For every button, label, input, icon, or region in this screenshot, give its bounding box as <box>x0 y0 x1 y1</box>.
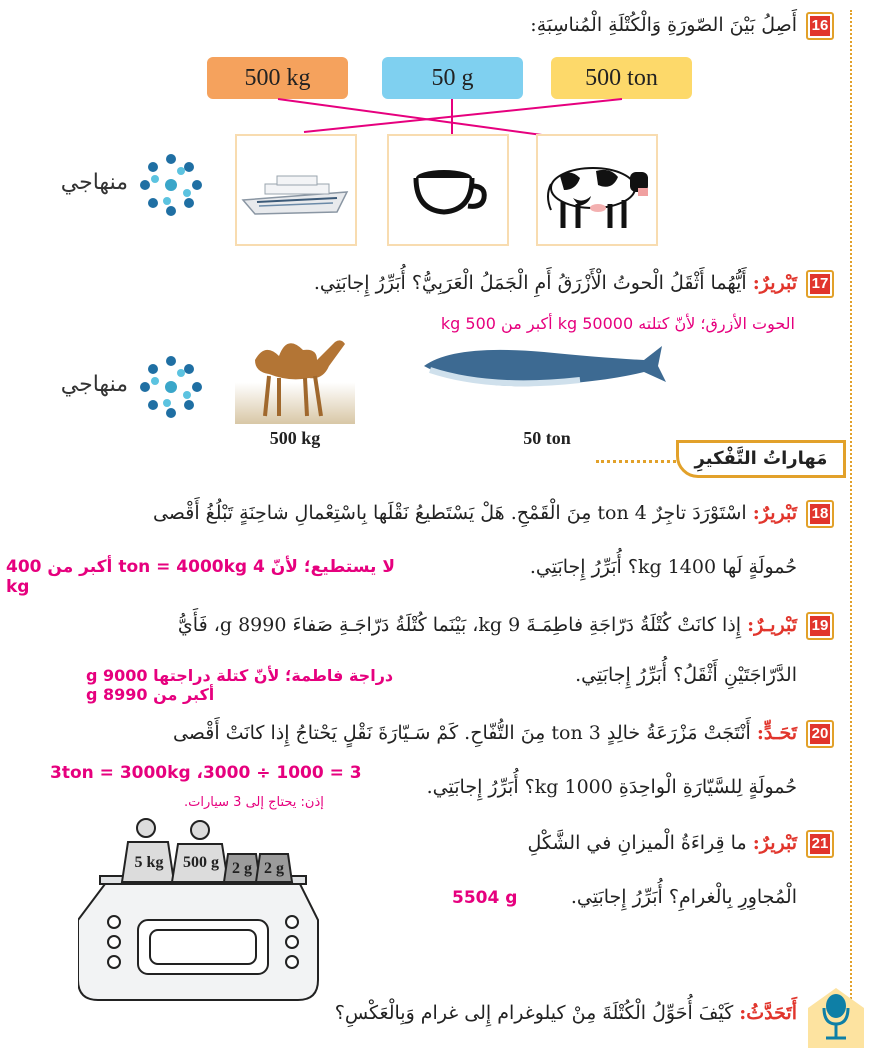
q20-line1-text: أَنْتَجَتْ مَزْرَعَةُ خالِدٍ 3 ton مِنَ التُّفّاحِ. كَمْ سَـيّارَةَ نَقْلٍ يَحْتاجُ إِذا كانَتْ أَقْصى <box>172 722 751 744</box>
microphone-icon <box>808 978 864 1048</box>
q21-line1-text: ما قِراءَةُ الْميزانِ في الشَّكْلِ <box>527 832 747 854</box>
question-number-20: 20 <box>806 720 834 748</box>
q21-line1 <box>437 832 797 854</box>
cow-image-box[interactable] <box>536 134 658 246</box>
weight-2g-b: 2 g <box>264 860 284 877</box>
q19-line2: الدَّرّاجَتَيْنِ أَثْقَلُ؟ أُبَرِّرُ إِجابَتِي. <box>575 664 797 686</box>
question-number-18: 18 <box>806 500 834 528</box>
logo-text: منهاجي <box>60 170 128 195</box>
question-number-19: 19 <box>806 612 834 640</box>
section-dots <box>596 460 676 463</box>
q20-line2: حُمولَةٍ لِلسَّيّارَةِ الْواحِدَةِ 1000 kg؟ أُبَرِّرُ إِجابَتِي. <box>426 776 797 798</box>
q19-answer: دراجة فاطمة؛ لأنّ كتلة دراجتها 9000 g أكبر من 8990 g <box>86 666 394 704</box>
weight-2g-a: 2 g <box>232 860 252 877</box>
q21-lead: تَبْريرٌ: <box>752 832 797 854</box>
mass-option-500-ton[interactable]: 500 ton <box>551 57 692 99</box>
camel-icon <box>235 320 355 424</box>
cup-image-box[interactable] <box>387 134 509 246</box>
whale-icon <box>420 340 670 400</box>
weight-500g: 500 g <box>183 854 219 871</box>
whale-mass-label: 50 ton <box>523 428 571 448</box>
q16-text: أَصِلُ بَيْنَ الصّورَةِ وَالْكُتْلَةِ الْمُناسِبَةِ: <box>530 14 797 36</box>
q20-lead: تَحَـدٍّ: <box>756 722 797 744</box>
q21-line2: الْمُجاوِرِ بِالْغرامِ؟ أُبَرِّرُ إِجابَتِي. <box>570 886 797 908</box>
q19-line1 <box>57 614 797 636</box>
q17-text <box>177 272 797 294</box>
q18-lead: تَبْريرٌ: <box>752 502 797 524</box>
logo-text-2: منهاجي <box>60 372 128 397</box>
q19-lead: تَبْريـرٌ: <box>747 614 797 636</box>
kitchen-scale <box>78 810 328 1010</box>
logo-emblem-icon-2 <box>136 352 206 422</box>
q18-line1 <box>57 502 797 524</box>
q20-line1 <box>57 722 797 744</box>
q21-answer: 5504 g <box>452 888 518 908</box>
section-title-thinking-skills: مَهاراتُ التَّفْكيرِ <box>676 440 846 478</box>
q17-answer: الحوت الأزرق؛ لأنّ كتلته 50000 kg أكبر من 500 kg <box>440 314 795 333</box>
q19-line1-text: إِذا كانَتْ كُتْلَةُ دَرّاجَةِ فاطِمَـةَ 9 kg، بَيْنَما كُتْلَةُ دَرّاجَـةِ صَفاءَ 8990 g، فَأَيُّ <box>177 614 742 636</box>
minhaji-logo <box>18 150 208 220</box>
camel-image <box>235 320 355 424</box>
q20-answer-calc: 3ton = 3000kg ،3000 ÷ 1000 = 3 <box>50 763 362 783</box>
talk-text <box>177 1002 797 1024</box>
q18-line2: حُمولَةٍ لَها 1400 kg؟ أُبَرِّرُ إِجابَتِي. <box>529 556 797 578</box>
question-number-16: 16 <box>806 12 834 40</box>
q18-line1-text: اسْتَوْرَدَ تاجِرٌ 4 ton مِنَ الْقَمْحِ. هَلْ يَسْتَطيعُ نَقْلَها بِاسْتِعْمالِ شاحِنَةٍ تَبْلُغُ أَقْصى <box>152 502 747 524</box>
talk-lead: أَتَحَدَّثُ: <box>739 1002 797 1024</box>
question-number-21: 21 <box>806 830 834 858</box>
coffee-cup-icon <box>389 136 507 244</box>
q17-question: أَيُّهُما أَثْقَلُ الْحوتُ الْأَزْرَقُ أَمِ الْجَمَلُ الْعَرَبِيُّ؟ أُبَرِّرُ إِجابَتِي. <box>313 272 747 294</box>
q17-lead: تَبْريرٌ: <box>752 272 797 294</box>
mass-option-500-kg[interactable]: 500 kg <box>207 57 348 99</box>
logo-emblem-icon <box>136 150 206 220</box>
ship-image-box[interactable] <box>235 134 357 246</box>
question-number-17: 17 <box>806 270 834 298</box>
camel-mass-label: 500 kg <box>269 428 321 448</box>
weight-5kg: 5 kg <box>134 854 164 871</box>
talk-badge <box>808 978 864 1048</box>
cow-icon <box>538 136 656 244</box>
q18-answer: لا يستطيع؛ لأنّ 4 ton = 4000kg أكبر من 400 kg <box>6 557 395 597</box>
ship-icon <box>237 136 355 244</box>
minhaji-logo-2 <box>18 352 208 422</box>
scale-icon <box>78 810 328 1010</box>
talk-question: كَيْفَ أُحَوِّلُ الْكُتْلَةَ مِنْ كيلوغرام إِلى غرام وَبِالْعَكْسِ؟ <box>334 1002 734 1024</box>
q20-answer-note: إذن: يحتاج إلى 3 سيارات. <box>184 795 324 810</box>
mass-option-50-g[interactable]: 50 g <box>382 57 523 99</box>
